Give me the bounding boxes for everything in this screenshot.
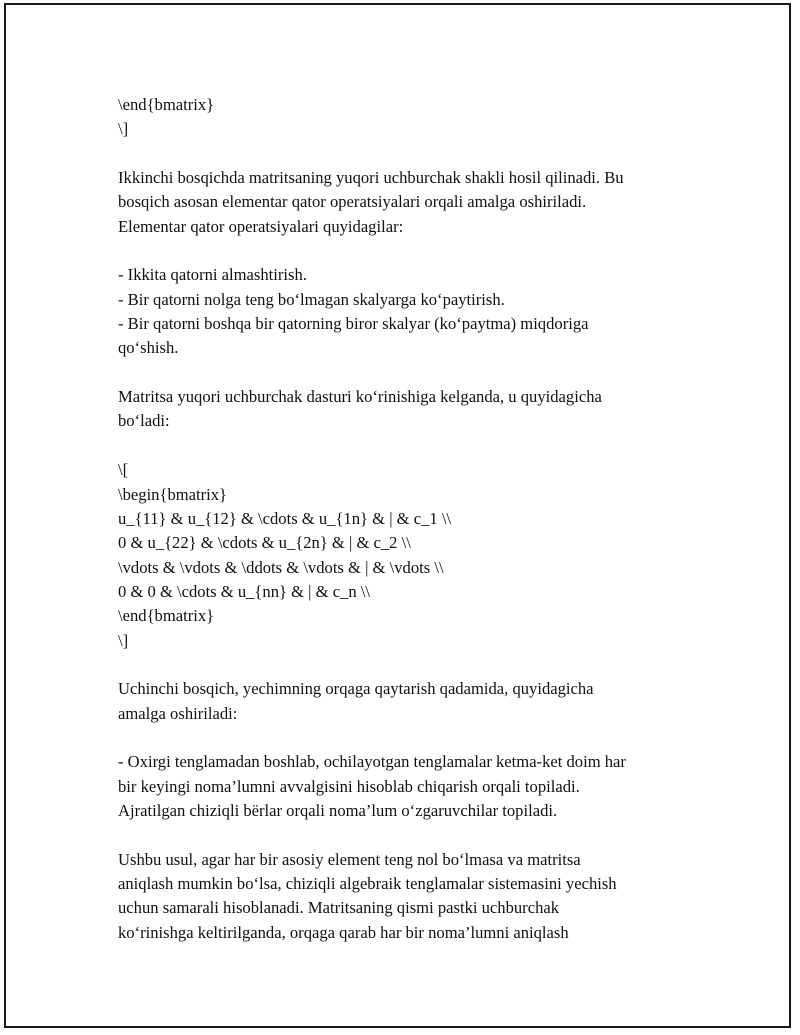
text-line: - Oxirgi tenglamadan boshlab, ochilayotgan tenglamalar ketma-ket doim har	[118, 752, 626, 772]
blank-line	[118, 726, 708, 750]
text-line: Elementar qator operatsiyalari quyidagilar:	[118, 216, 404, 236]
text-line: \[	[118, 460, 129, 480]
document-body	[118, 93, 708, 945]
blank-line	[118, 142, 708, 166]
text-line: 0 & 0 & \cdots & u_{nn} & | & c_n \\	[118, 581, 371, 601]
text-line: Ikkinchi bosqichda matritsaning yuqori uchburchak shakli hosil qilinadi. Bu	[118, 168, 624, 188]
text-line: 0 & u_{22} & \cdots & u_{2n} & | & c_2 \\	[118, 533, 411, 553]
text-line: - Bir qatorni nolga teng bo‘lmagan skalyarga ko‘paytirish.	[118, 289, 505, 309]
blank-line	[118, 239, 708, 263]
text-line: \]	[118, 630, 129, 650]
text-line: uchun samarali hisoblanadi. Matritsaning qismi pastki uchburchak	[118, 898, 560, 918]
text-line: ko‘rinishga keltirilganda, orqaga qarab har bir noma’lumni aniqlash	[118, 922, 569, 942]
text-line: \vdots & \vdots & \ddots & \vdots & | & \vdots \\	[118, 557, 444, 577]
text-line: aniqlash mumkin bo‘lsa, chiziqli algebraik tenglamalar sistemasini yechish	[118, 874, 617, 893]
text-line: - Bir qatorni boshqa bir qatorning biror skalyar (ko‘paytma) miqdoriga	[118, 314, 589, 334]
blank-line	[118, 361, 708, 385]
text-line: u_{11} & u_{12} & \cdots & u_{1n} & | & c_1 \\	[118, 508, 452, 528]
text-line: \]	[118, 119, 129, 139]
text-line: \end{bmatrix}	[118, 606, 215, 626]
text-line: Matritsa yuqori uchburchak dasturi ko‘rinishiga kelganda, u quyidagicha	[118, 387, 602, 407]
text-line: amalga oshiriladi:	[118, 703, 238, 723]
text-line: bir keyingi noma’lumni avvalgisini hisoblab chiqarish orqali topiladi.	[118, 776, 580, 796]
text-line: - Ikkita qatorni almashtirish.	[118, 265, 307, 285]
text-line: Uchinchi bosqich, yechimning orqaga qaytarish qadamida, quyidagicha	[118, 679, 594, 699]
blank-line	[118, 653, 708, 677]
text-line: Ushbu usul, agar har bir asosiy element teng nol bo‘lmasa va matritsa	[118, 849, 581, 869]
text-line: qo‘shish.	[118, 338, 179, 358]
text-line: bo‘ladi:	[118, 411, 170, 431]
text-line: bosqich asosan elementar qator operatsiyalari orqali amalga oshiriladi.	[118, 192, 587, 212]
blank-line	[118, 434, 708, 458]
text-line: Ajratilgan chiziqli bërlar orqali noma’lum o‘zgaruvchilar topiladi.	[118, 800, 558, 820]
blank-line	[118, 823, 708, 847]
text-line: \begin{bmatrix}	[118, 484, 228, 504]
text-line: \end{bmatrix}	[118, 95, 215, 114]
